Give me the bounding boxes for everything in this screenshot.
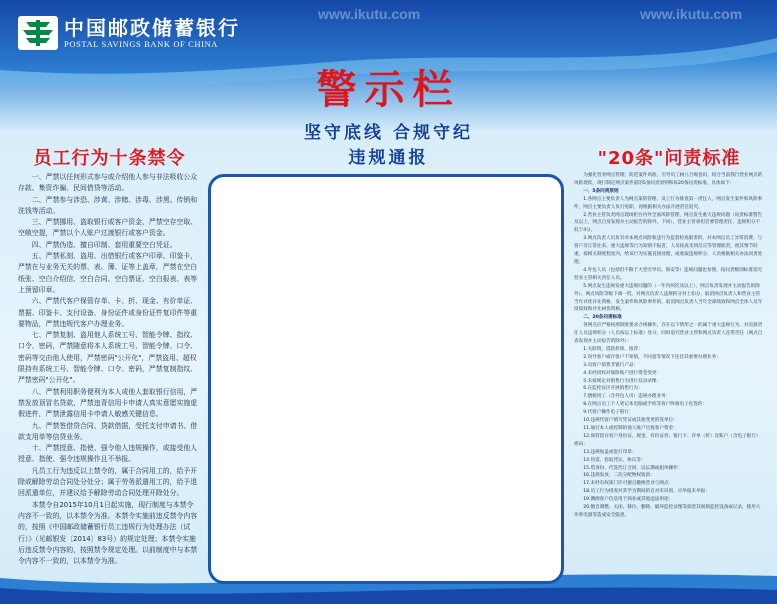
list-item: 8.在网点员工个人笔记本电脑或手机等客户终端电子化签约： (583, 402, 708, 408)
list-item: 3.网点负责人员负有对本网点风险和违行为监督检查职责的，对本网点员工异常消费、与客户非正常往来、重大违规等行为知情不报者，人员按查未到反应等管理职责，视其情节轻重，按相关制度程度内，给该行为实施直接处理，或收取违规积分，人员根据相关办法问责处理。 (574, 236, 763, 265)
list-item: 5.网点发生违规发重大违规问题的（一年内两次及以上），网点负责发现并主动报告的除外）。网点风险等级下调一档，对网点负责人违规积分对上扣分，取消网点负责人和营业主管当年评优评先资格，发生案件和风险事件的，取消网点负责人当年全部绩效和网点全体人员年度绩效和评先树优资格。 (574, 283, 763, 313)
rule-paragraph: 本禁令自2015年10月1日起实施，现行制度与本禁令内容不一致的，以本禁令为准。本禁令实施前违反禁令内容的，按照《中国邮政储蓄银行员工违规行为处理办法（试行）》（见邮银发〔2014〕83号）的规定处理；本禁令实施后违反禁令内容的，按照禁令规定处理。以前制度中与本禁令内容不一致的，以本禁令为准。 (18, 500, 198, 566)
notice-board-panel (208, 174, 564, 584)
right-column (574, 172, 764, 582)
list-item: 1.关联资、借款担保、推荐： (583, 346, 643, 352)
left-heading: 员工行为十条禁令 (33, 148, 186, 169)
list-item: 4.未经授权对保险账户进行资金变更： (583, 370, 662, 376)
rule-paragraph: 四、严禁伪造、擅自印制、套用重要空白凭证。 (31, 240, 177, 249)
list-item: 19.溯源客户信息用于商业或其他违法用途： (583, 497, 674, 503)
bank-name-en: POSTAL SAVINGS BANK OF CHINA (64, 39, 219, 49)
slogan-line-2: 违规通报 (348, 148, 429, 168)
page-title: 警示栏 (316, 67, 461, 113)
section-heading: 二、20条问责标准 (583, 315, 622, 321)
list-item: 20.擅自调整、关闭、移位、删除、破坏监控录像等损害其视频监控设备或记录，使用大功率电器等造成安全隐患。 (574, 505, 761, 518)
rule-paragraph: 八、严禁利用职务便利为本人或他人套取银行信用，严禁发放顶冒名贷款，严禁违背信用卡申请人真实意愿实施虚假进件，严禁泄露信用卡申请人敏感关键信息。 (18, 387, 198, 419)
list-item: 12.保管留存客户身份证、现金、有价证券、银行卡、存单（折）及账户（含电子银行）密码： (574, 433, 761, 447)
list-item: 14.伪造、套取凭证、协议等： (583, 457, 646, 463)
rule-paragraph: 十、严禁授意、指使、强令他人违规操作，或接受他人授意、指使、强令违规操作且不举报。 (18, 444, 198, 464)
list-item: 16.违规发放、二次分配物权收款： (583, 473, 655, 479)
list-item: 18.员工行为排查对其学为期间的自对未识别、应举报未举报： (583, 489, 710, 495)
section-intro: 各网点应严格按照制度要求合规操作，存在以下情形之一的属于重大违规行为，对直接责任人员违规积分（人员按以上标准）处分，同时追究营业主管和网点负责人连带责任（网点自查发现并主动报告的除外）： (574, 323, 763, 345)
list-item: 7.擅使用工（含外包人员）违规办理业务： (583, 394, 671, 400)
rule-paragraph: 三、严禁挪用、盗取银行或客户资金，严禁空存空取、空敞空提，严禁以个人账户过渡银行或客户资金。 (18, 218, 198, 238)
watermark: www.ikutu.com (640, 6, 743, 22)
left-column (18, 172, 198, 582)
list-item: 9.代客户操作电子银行： (583, 410, 634, 416)
intro-paragraph: 为强化营业网点管理，防范案件风险，引导员工树立合规意识，结合当前我行营业网点的风险现状，现行制定网点案件前的5条问责原则和每20条问责标准，具体如下： (574, 173, 763, 186)
list-item: 13.违规加盖或套打印章： (583, 449, 637, 455)
list-item: 2.营业主管负责网点现场柜台内外全面风险管理，网点发生重大违规问题（问责标准警告及以上，网点自身发现并主动报告的除外，下同），营业主管承担首要管理责任，违规积分不低于4分。 (574, 212, 763, 234)
rule-paragraph: 二、严禁参与涉恐、涉黄、涉赌、涉毒、涉黑、传销和洗钱等活动。 (18, 195, 198, 215)
rule-paragraph: 七、严禁复制、盗用他人系统工号、智能令牌、指纹、口令、密码，严禁随意将本人系统工号、智能令牌、口令、密码等交由他人使用，严禁密码"公开化"，严禁盗用、超权限持有系统工号、智能令牌、口令、密码，严禁复制指纹、严禁密码"公开化"。 (18, 331, 198, 385)
postal-logo-icon (18, 16, 58, 50)
list-item: 6.在监控盲区开展销售行为： (583, 386, 643, 392)
rule-paragraph: 六、严禁代客户保管存单、卡、折、现金、有价单证、票据、印鉴卡、支付设备、身份证件或身份证件复印件等重要物品，严禁违规代客户办理业务。 (18, 297, 198, 328)
rule-paragraph: 五、严禁私刻、盗用、出借银行或客户印章、印鉴卡，严禁在与业务无关的票、表、簿、证等上盖章，严禁在空白纸张、空白介绍信、空白合同、空白票证、空白报表、表等上预留印章。 (18, 252, 198, 294)
rule-paragraph: 九、严禁签借贷合同、贷款借据，受托支付申请书、借款支用单等信贷业务。 (18, 421, 198, 441)
list-item: 17.未经有权部门许可擅自撤换营业与网点： (583, 481, 674, 487)
list-item: 11.通过本人或控制的他人账户过渡客户资金： (583, 426, 678, 431)
bank-logo (18, 16, 240, 50)
list-item: 2.误导客户或存客户不知情，不同意等情况下连挂其重要办理业务： (583, 354, 721, 360)
right-heading: "20条"问责标准 (597, 148, 741, 169)
list-item: 5.未按规定对销售行为进行双录录像： (583, 378, 662, 384)
watermark: www.ikutu.com (318, 6, 421, 22)
list-item: 10.违规代客户填写凭证或其他变更的签单位： (583, 418, 678, 424)
list-item: 3.向客户销售非银行产品： (583, 362, 639, 368)
rule-paragraph: 凡员工行为违反以上禁令的，属于合同用工的，给予开除或解除劳动合同处分处分；属于劳务派遣用工的，给予退回派遣单位，并建议给予解除劳动合同处理开除处分。 (18, 466, 198, 498)
slogan-line-1: 坚守底线 合规守纪 (304, 123, 473, 143)
list-item: 15.借身份、代签代订合同，以长期或租单操作： (583, 465, 683, 471)
section-heading: 一、5条问责原则 (583, 188, 619, 194)
bank-name-cn: 中国邮政储蓄银行 (64, 16, 240, 40)
list-item: 1.各网点主要负责人为网点案防管理、员工行为排查第一责任人，网点发生案件和风险事件，网点主要负责人负行免职，再根据相关办法开展责任追究。 (574, 196, 763, 210)
rule-paragraph: 一、严禁以任何形式参与或介绍他人参与非法吸收公众存款、集资诈骗、民间借贷等活动。 (18, 173, 198, 193)
list-item: 4.外包人员（包括但不限于大堂引导员、保安等）违规问题也参照，按问责级别标准追究营业主管相关责任人员。 (574, 267, 763, 281)
